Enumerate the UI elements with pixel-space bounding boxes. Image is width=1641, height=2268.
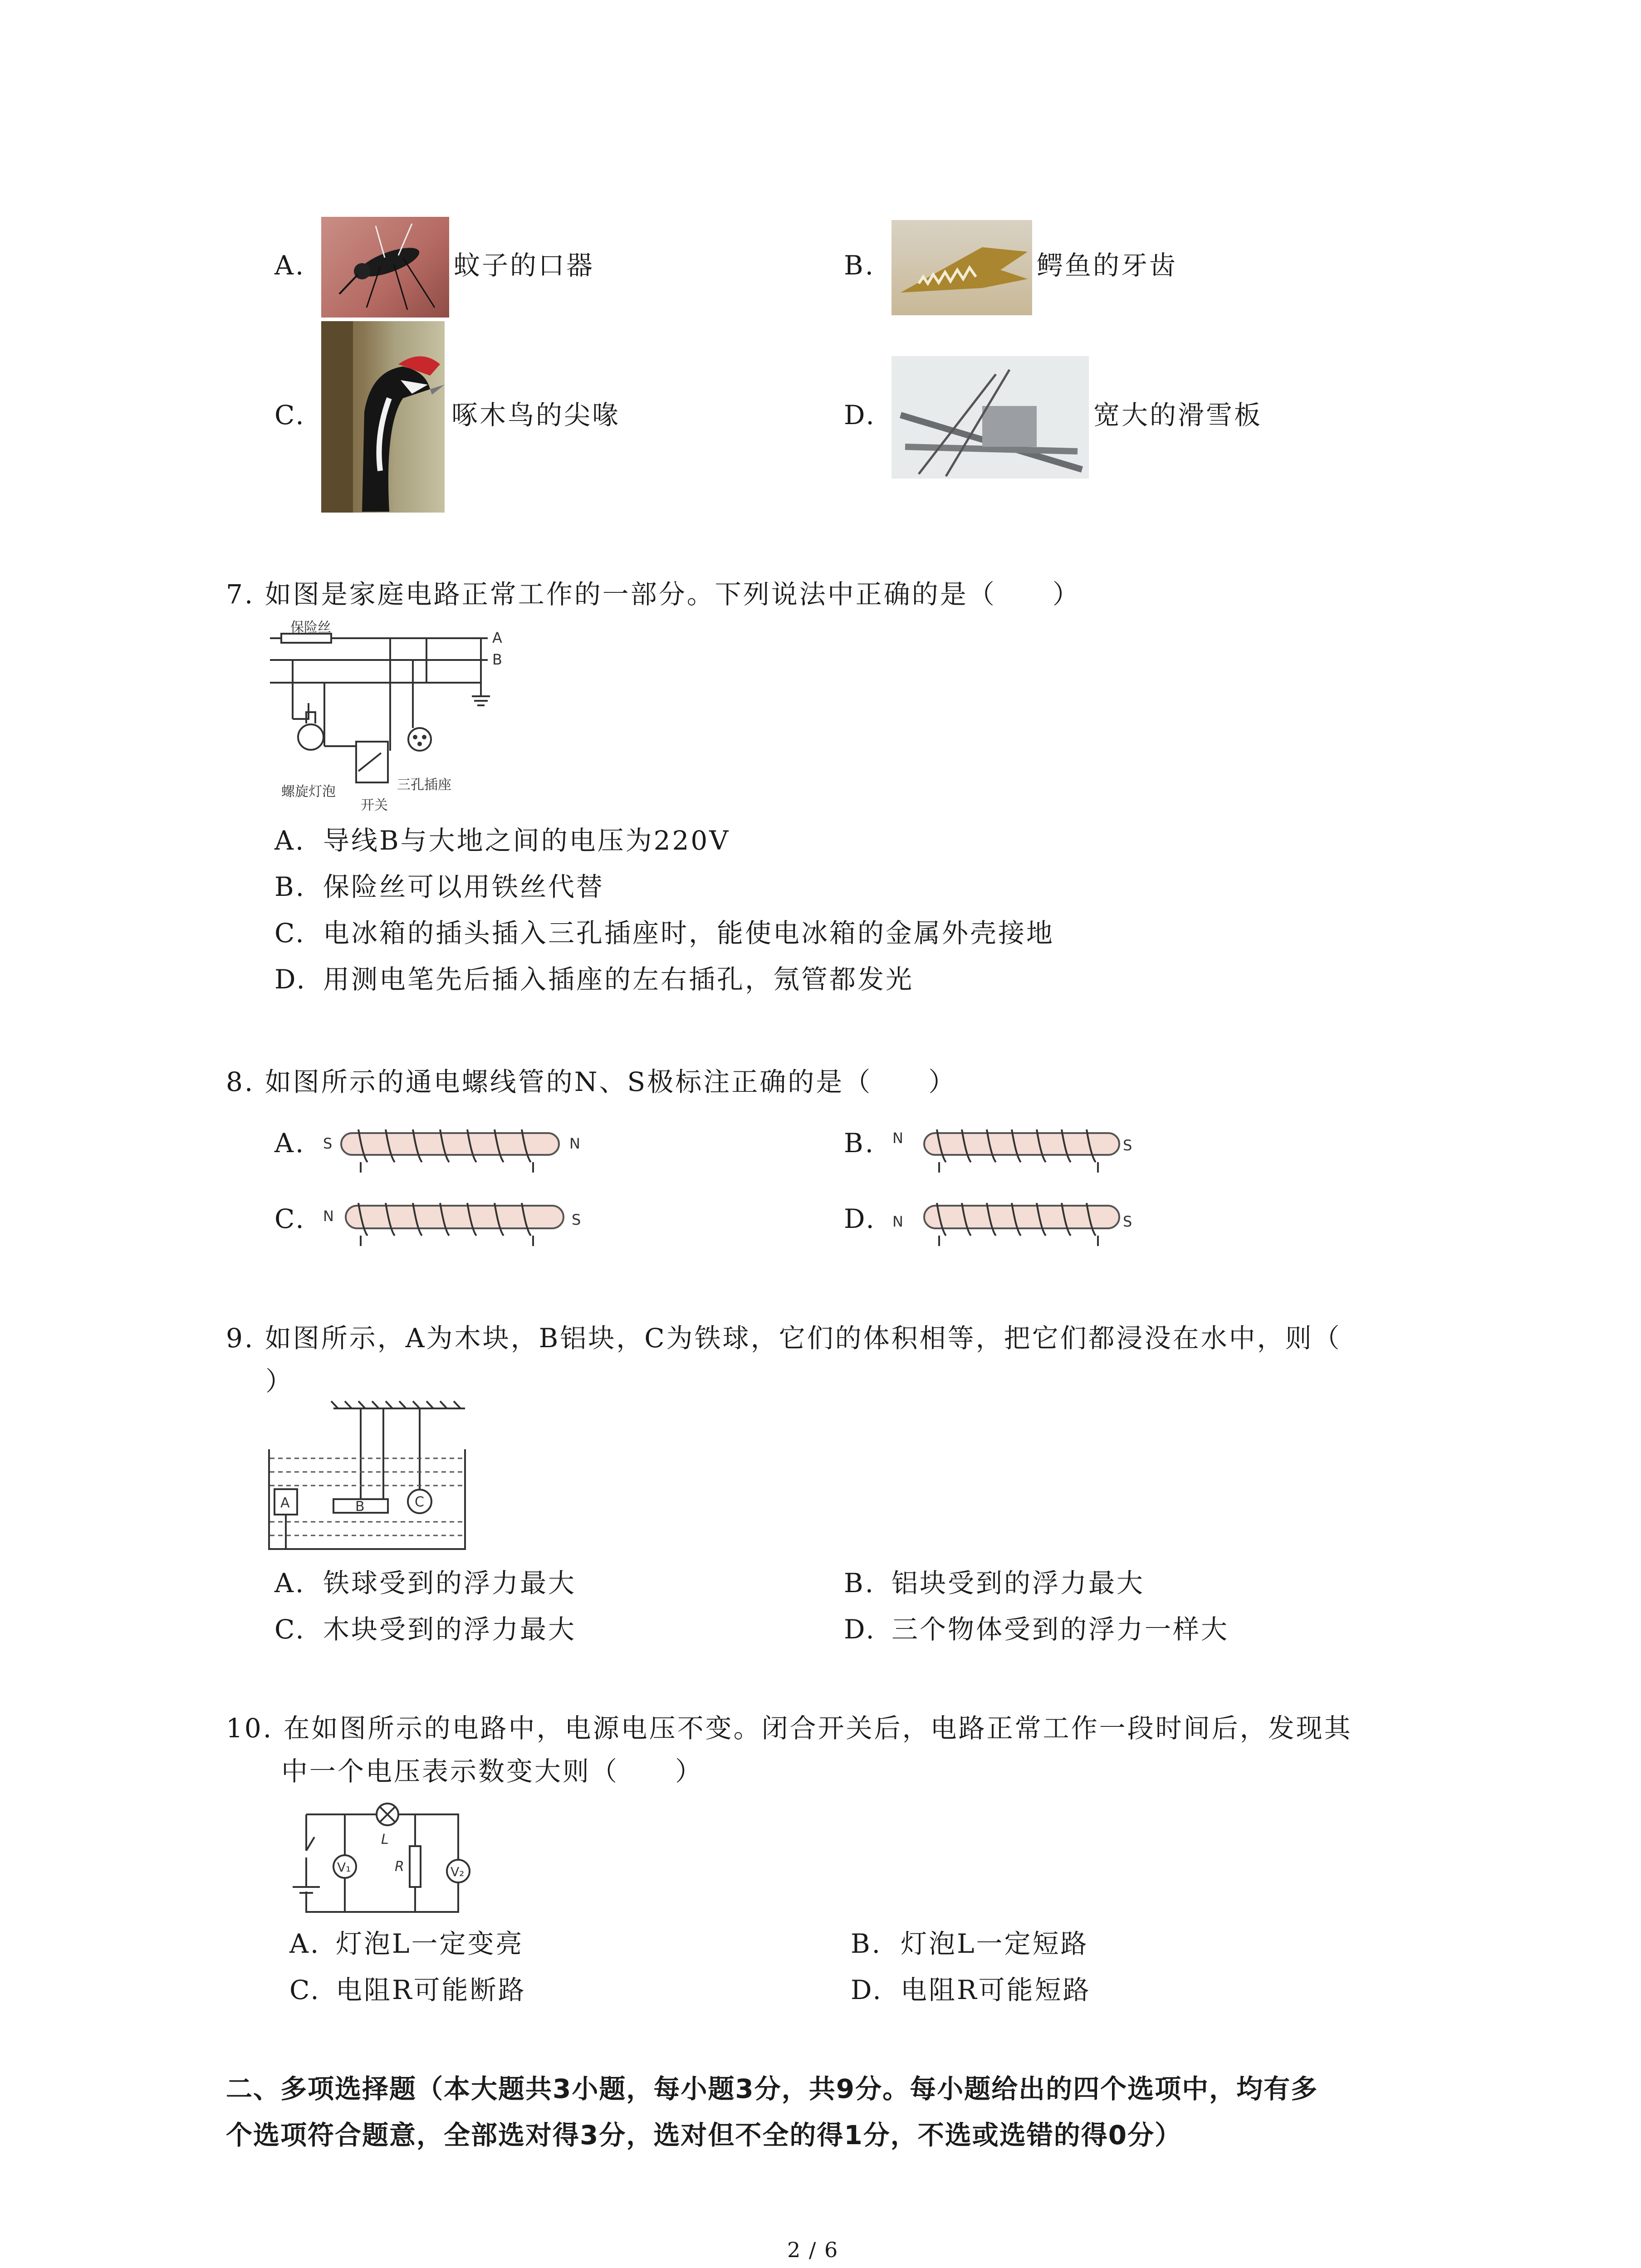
svg-text:S: S <box>572 1211 581 1228</box>
option-text-a: 蚊子的口器 <box>454 250 595 281</box>
q10-stem-line2: 中一个电压表示数变大则（ ） <box>281 1756 704 1787</box>
svg-text:A: A <box>280 1495 290 1511</box>
q7-option-letter-a: A. <box>274 825 306 856</box>
mosquito-photo <box>321 217 449 318</box>
q9-option-letter-a: A. <box>274 1568 306 1598</box>
svg-text:N: N <box>892 1213 903 1230</box>
q9-option-text-a: 铁球受到的浮力最大 <box>323 1568 577 1598</box>
q10-option-letter-a: A. <box>289 1928 321 1959</box>
q9-stem-line1: 9. 如图所示，A为木块，B铝块，C为铁球，它们的体积相等，把它们都浸没在水中，则（ <box>226 1323 1342 1354</box>
q8-option-letter-a: A. <box>274 1128 306 1158</box>
q9-option-letter-c: C. <box>274 1614 306 1645</box>
q7-option-letter-d: D. <box>274 964 307 995</box>
svg-text:R: R <box>395 1859 404 1875</box>
woodpecker-photo <box>321 321 445 513</box>
q7-option-text-c: 电冰箱的插头插入三孔插座时，能使电冰箱的金属外壳接地 <box>323 918 1055 948</box>
svg-text:N: N <box>892 1129 903 1147</box>
svg-text:C: C <box>415 1494 424 1510</box>
q9-option-text-b: 铝块受到的浮力最大 <box>892 1568 1145 1598</box>
q10-option-letter-c: C. <box>289 1975 321 2005</box>
crocodile-teeth-photo <box>892 220 1032 315</box>
q10-option-text-a: 灯泡L一定变亮 <box>336 1928 524 1959</box>
option-letter-d: D. <box>844 400 876 430</box>
page-number: 2 / 6 <box>787 2238 839 2262</box>
section2-heading-line2: 个选项符合题意，全部选对得3分，选对但不全的得1分，不选或选错的得0分） <box>226 2120 1182 2151</box>
q7-option-text-a: 导线B与大地之间的电压为220V <box>323 825 730 856</box>
household-circuit-diagram <box>268 615 504 814</box>
solenoid-a <box>318 1111 599 1175</box>
q9-option-text-d: 三个物体受到的浮力一样大 <box>892 1614 1230 1645</box>
buoyancy-diagram <box>265 1399 474 1554</box>
svg-text:B: B <box>355 1499 365 1515</box>
svg-text:三孔插座: 三孔插座 <box>397 777 451 793</box>
svg-text:螺旋灯泡: 螺旋灯泡 <box>281 784 336 800</box>
svg-text:N: N <box>569 1135 580 1152</box>
solenoid-c <box>318 1185 599 1248</box>
q10-option-letter-b: B. <box>851 1928 882 1959</box>
svg-text:开关: 开关 <box>361 797 388 813</box>
option-text-b: 鳄鱼的牙齿 <box>1037 250 1178 281</box>
q10-option-text-d: 电阻R可能短路 <box>901 1975 1091 2005</box>
solenoid-b <box>887 1111 1168 1175</box>
solenoid-d <box>887 1185 1168 1248</box>
svg-text:S: S <box>323 1135 333 1152</box>
q7-option-text-d: 用测电笔先后插入插座的左右插孔，氖管都发光 <box>323 964 914 995</box>
q9-option-letter-b: B. <box>844 1568 876 1598</box>
q8-stem: 8. 如图所示的通电螺线管的N、S极标注正确的是（ ） <box>226 1066 957 1097</box>
option-letter-b: B. <box>844 250 876 281</box>
option-letter-a: A. <box>274 250 306 281</box>
q10-option-letter-d: D. <box>851 1975 883 2005</box>
q9-option-letter-d: D. <box>844 1614 876 1645</box>
svg-text:N: N <box>323 1207 334 1225</box>
skis-photo <box>892 356 1089 479</box>
section2-heading-line1: 二、多项选择题（本大题共3小题，每小题3分，共9分。每小题给出的四个选项中，均有多 <box>226 2073 1318 2104</box>
q9-option-text-c: 木块受到的浮力最大 <box>323 1614 577 1645</box>
q10-option-text-c: 电阻R可能断路 <box>336 1975 526 2005</box>
svg-text:L: L <box>381 1832 389 1848</box>
option-letter-c: C. <box>274 400 306 430</box>
q8-option-letter-b: B. <box>844 1128 876 1158</box>
option-text-c: 啄木鸟的尖喙 <box>451 400 621 430</box>
svg-text:A: A <box>492 629 502 646</box>
q8-option-letter-d: D. <box>844 1203 876 1234</box>
q7-stem: 7. 如图是家庭电路正常工作的一部分。下列说法中正确的是（ ） <box>226 579 1081 610</box>
q7-option-letter-c: C. <box>274 918 306 948</box>
option-text-d: 宽大的滑雪板 <box>1093 400 1263 430</box>
svg-text:V₂: V₂ <box>451 1864 465 1879</box>
q7-option-text-b: 保险丝可以用铁丝代替 <box>323 871 605 902</box>
q9-stem-line2: ） <box>265 1366 294 1397</box>
svg-text:S: S <box>1123 1137 1132 1154</box>
q10-stem-line1: 10. 在如图所示的电路中，电源电压不变。闭合开关后，电路正常工作一段时间后，发现其 <box>226 1713 1352 1744</box>
voltmeter-circuit-diagram <box>279 1796 479 1919</box>
svg-text:V₁: V₁ <box>337 1860 351 1875</box>
q8-option-letter-c: C. <box>274 1203 306 1234</box>
svg-text:B: B <box>492 651 502 668</box>
svg-text:S: S <box>1123 1213 1132 1230</box>
svg-text:保险丝: 保险丝 <box>290 620 331 635</box>
q7-option-letter-b: B. <box>274 871 306 902</box>
q10-option-text-b: 灯泡L一定短路 <box>901 1928 1089 1959</box>
